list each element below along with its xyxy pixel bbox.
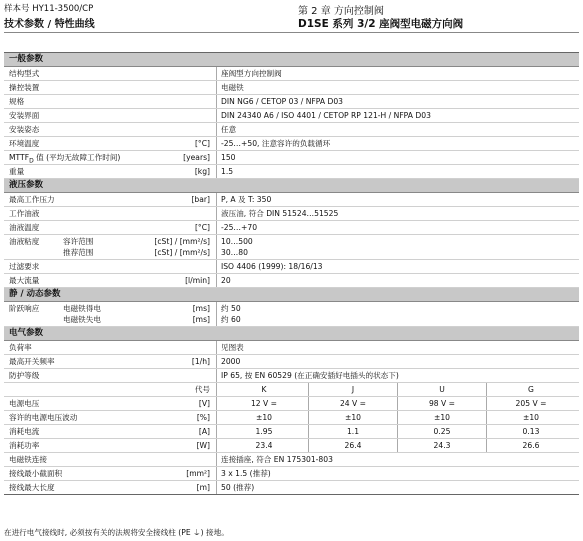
row-value: -25…+50, 注意容许的负载循环 [221,139,331,148]
divider [216,109,217,122]
cell: 1.95 [255,427,273,436]
divider [216,302,217,326]
cell: ±10 [255,413,273,422]
divider [216,369,217,382]
cell: 24 V = [339,399,367,408]
row-label: 环境温度 [9,139,40,148]
code-label: 代号 [194,385,210,394]
divider [216,235,217,259]
row-value: 1.5 [221,167,234,176]
row-unit: [A] [198,427,210,436]
row-unit: [bar] [191,195,210,204]
row-value: 20 [221,276,231,285]
spec-row [4,221,579,235]
row-unit: [1/h] [191,357,210,366]
spec-row [4,165,579,179]
section-electrical: 电气参数 [4,327,579,341]
code-u: U [439,385,445,394]
cell: ±10 [522,413,540,422]
divider [216,137,217,150]
spec-table [4,52,579,495]
cell: 0.13 [522,427,540,436]
header-rule [4,32,579,33]
divider [216,165,217,178]
spec-row [4,369,579,383]
row-value: -25…+70 [221,223,258,232]
divider [216,481,217,494]
row-label: 阶跃响应 [9,304,40,313]
spec-row [4,95,579,109]
spec-row [4,481,579,495]
row-value: DIN NG6 / CETOP 03 / NFPA D03 [221,97,343,106]
row-unit: [l/min] [185,276,210,285]
row-value: 任意 [221,125,237,134]
divider [216,95,217,108]
divider [216,67,217,80]
cell: ±10 [344,413,362,422]
divider [216,355,217,368]
row-label: 安装界面 [9,111,40,120]
spec-row [4,81,579,95]
spec-row [4,123,579,137]
row-value: 座阀型方向控制阀 [221,69,282,78]
cell: 24.3 [433,441,451,450]
row-value: 约 60 [221,315,241,324]
divider [216,274,217,287]
section-general: 一般参数 [4,53,579,67]
row-label: 油液温度 [9,223,40,232]
row-label: 油液粘度 [9,237,40,246]
row-label: 结构型式 [9,69,40,78]
spec-row [4,67,579,81]
row-value: 3 x 1.5 (推荐) [221,469,271,478]
spec-row [4,355,579,369]
divider [216,467,217,480]
cell: 26.6 [522,441,540,450]
spec-row [4,151,579,165]
row-label: 电磁铁连接 [9,455,47,464]
row-value: IP 65, 按 EN 60529 (在正确安插好电插头的状态下) [221,371,399,380]
row-label: 操控装置 [9,83,40,92]
row-label: 容许的电源电压波动 [9,413,78,422]
row-unit: [ms] [192,304,210,313]
row-unit: [m] [196,483,210,492]
cell: 1.1 [346,427,360,436]
row-value: P, A 及 T: 350 [221,195,272,204]
row-label: 最高开关频率 [9,357,55,366]
row-sublabel: 容许范围 [63,237,94,246]
row-value: 约 50 [221,304,241,313]
section-hydraulic: 液压参数 [4,179,579,193]
row-label: 最高工作压力 [9,195,55,204]
row-value: 50 (推荐) [221,483,255,492]
row-sublabel: 电磁铁失电 [63,315,101,324]
cell: ±10 [433,413,451,422]
page-title: D1SE 系列 3/2 座阀型电磁方向阀 [298,18,464,30]
cell: 0.25 [433,427,451,436]
code-k: K [261,385,267,394]
divider [216,397,217,410]
cell: 12 V = [250,399,278,408]
row-label: 最大流量 [9,276,40,285]
row-value: 10…500 [221,237,253,246]
section-dynamic: 静 / 动态参数 [4,288,579,302]
divider [216,425,217,438]
code-j: J [351,385,355,394]
row-unit: [mm²] [186,469,210,478]
row-value: 电磁铁 [221,83,244,92]
spec-row [4,453,579,467]
row-label: 重量 [9,167,25,176]
divider [216,411,217,424]
spec-row [4,260,579,274]
row-value: 连接插座, 符合 EN 175301-803 [221,455,333,464]
row-unit: [kg] [194,167,210,176]
row-label: 消耗电流 [9,427,40,436]
cell: 23.4 [255,441,273,450]
row-unit: [years] [183,153,210,162]
row-unit: [%] [196,413,210,422]
row-unit: [cSt] / [mm²/s] [154,248,210,257]
table-row [4,425,579,439]
code-row [4,383,579,397]
row-label: 接线最大长度 [9,483,55,492]
divider [216,193,217,206]
divider [216,341,217,354]
table-row [4,439,579,453]
mttf-subscript: D [29,157,34,165]
row-label: 安装姿态 [9,125,40,134]
row-value: 液压油, 符合 DIN 51524…51525 [221,209,339,218]
row-unit: [cSt] / [mm²/s] [154,237,210,246]
spec-row [4,137,579,151]
row-label: 防护等级 [9,371,40,380]
divider [216,123,217,136]
row-unit: [W] [196,441,210,450]
row-unit: [°C] [194,223,210,232]
divider [216,260,217,273]
row-label: 过滤要求 [9,262,40,271]
row-label: 负荷率 [9,343,32,352]
row-value: ISO 4406 (1999): 18/16/13 [221,262,323,271]
row-unit: [ms] [192,315,210,324]
row-label: 规格 [9,97,25,106]
divider [216,453,217,466]
spec-row [4,207,579,221]
divider [216,207,217,220]
row-label: 消耗功率 [9,441,40,450]
code-g: G [528,385,534,394]
cell: 98 V = [428,399,456,408]
header-chapter: 第 2 章 方向控制阀 [298,6,384,17]
row-label: 工作油液 [9,209,40,218]
cell: 26.4 [344,441,362,450]
row-value: DIN 24340 A6 / ISO 4401 / CETOP RP 121-H / NFPA D03 [221,111,431,120]
row-value: 见图表 [221,343,244,352]
divider [216,383,217,396]
spec-row [4,193,579,207]
row-unit: [°C] [194,139,210,148]
spec-row [4,467,579,481]
spec-row [4,109,579,123]
footnote: 在进行电气接线时, 必须按有关的法规将安全接线柱 (PE ⏚) 接地。 [4,528,229,537]
mttf-label: MTTF [9,153,30,162]
row-label: 电源电压 [9,399,40,408]
row-label: 接线最小截面积 [9,469,63,478]
spec-row-response [4,302,579,327]
table-row [4,397,579,411]
spec-row [4,341,579,355]
row-value: 150 [221,153,236,162]
header-section: 技术参数 / 特性曲线 [4,19,95,30]
divider [216,151,217,164]
cell: 205 V = [515,399,547,408]
row-unit: [V] [198,399,210,408]
header-sample: 样本号 HY11-3500/CP [4,4,94,14]
spec-row [4,274,579,288]
row-sublabel: 电磁铁得电 [63,304,101,313]
divider [216,221,217,234]
row-value: 2000 [221,357,241,366]
divider [216,439,217,452]
divider [216,81,217,94]
row-sublabel: 推荐范围 [63,248,94,257]
mttf-label-rest: 值 (平均无故障工作时间) [33,153,121,162]
row-value: 30…80 [221,248,248,257]
spec-row-viscosity [4,235,579,260]
table-row [4,411,579,425]
